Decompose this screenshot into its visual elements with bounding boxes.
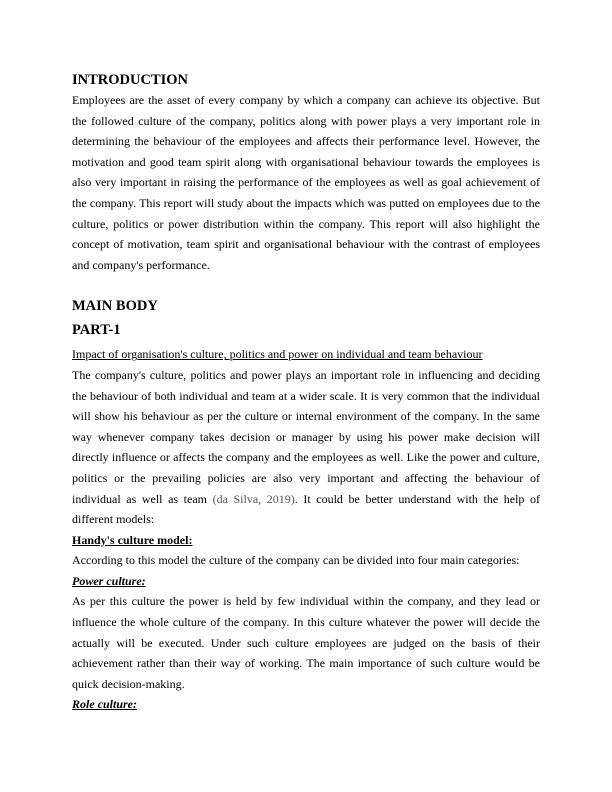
citation: (da Silva, 2019): [212, 491, 295, 506]
introduction-heading: INTRODUCTION: [72, 72, 189, 88]
culture-paragraph-tail: . It could be better understand with the help of different models:: [72, 491, 541, 527]
handy-heading: Handy's culture model:: [72, 532, 193, 547]
power-culture-text: As per this culture the power is held by few individual within the company, and they lead or influence the whole culture of the company. In this culture whatever the power will decide the actually will be executed. Under such culture employees are judged on the basis of their achievement rather than their way of working. The main importance of such culture would be quick decision-making.: [72, 594, 540, 691]
introduction-paragraph: Employees are the asset of every company by which a company can achieve its objective. But the followed culture of the company, politics along with power plays a very important role in determining the behaviour of the employees and affects their performance level. However, the motivation and good team spirit along with organisational behaviour towards the employees is also very important in raising the performance of the employees as well as goal achievement of the company. This report will study about the impacts which was putted on employees due to the culture, politics or power distribution within the company. This report will also highlight the concept of motivation, team spirit and organisational behaviour with the contrast of employees and company's performance.: [72, 93, 540, 272]
role-culture-heading: Role culture:: [72, 697, 137, 712]
culture-paragraph: [72, 365, 540, 530]
document-page: [72, 70, 540, 715]
part-heading: PART-1: [72, 322, 121, 339]
power-culture-heading: Power culture:: [72, 573, 146, 588]
main-body-heading: MAIN BODY: [72, 298, 158, 315]
section-title: Impact of organisation's culture, politics and power on individual and team behaviour: [72, 347, 483, 362]
section-spacer: [72, 275, 540, 295]
culture-paragraph-text: The company's culture, politics and power plays an important role in influencing and deciding the behaviour of both individual and team at a wider scale. It is very common that the individual will show his behaviour as per the culture or internal environment of the company. In the same way whenever company takes decision or manager by using his power make decision will directly influence or affects the company and the employees as well. Like the power and culture, politics or the prevailing policies are also very important and affecting the behaviour of individual as well as team: [72, 367, 540, 506]
handy-intro: According to this model the culture of the company can be divided into four main categories:: [72, 553, 520, 568]
